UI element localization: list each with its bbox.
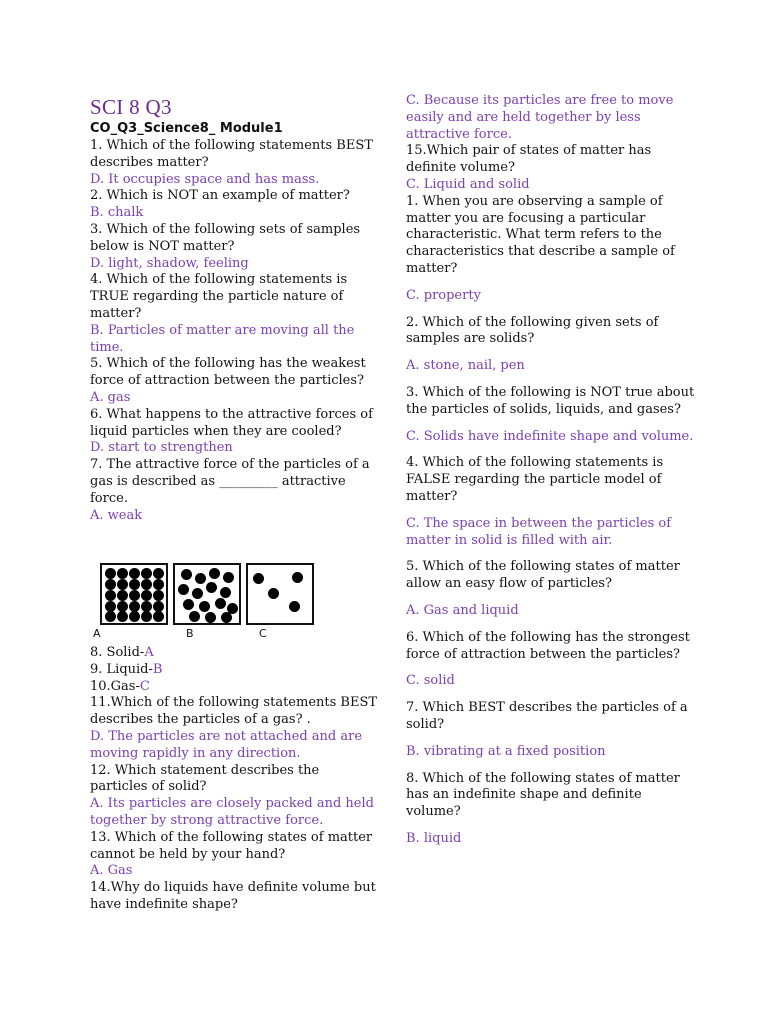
- question-block: [90, 188, 380, 222]
- question-text: 7. The attractive force of the particles of a gas is described as _________ attractive force.: [90, 457, 370, 506]
- question-block: [90, 272, 380, 356]
- answer-line: 8. Solid-A: [90, 645, 154, 660]
- question-block: 14.Why do liquids have definite volume but have indefinite shape?: [90, 880, 376, 912]
- module-label: CO_Q3_Science8_ Module1: [90, 121, 283, 136]
- question-text: 6. What happens to the attractive forces of liquid particles when they are cooled?: [90, 406, 373, 439]
- question-block: 12. Which statement describes the particles of solid? A. Its particles are closely packed and held together by strong attractive force.: [90, 762, 374, 828]
- question-text: 4. Which of the following statements is TRUE regarding the particle nature of matter?: [90, 272, 348, 321]
- question-text: 1. Which of the following statements BEST describes matter?: [90, 138, 373, 170]
- particle-diagram: [90, 560, 330, 650]
- question-block: [90, 407, 380, 457]
- liquid-particles-box: [173, 563, 241, 625]
- answer-text: D. It occupies space and has mass.: [90, 171, 320, 187]
- answer-line: 9. Liquid-B: [90, 661, 163, 677]
- left-column-lower: [90, 645, 380, 914]
- right-column: [406, 93, 696, 848]
- gas-particles-box: [246, 563, 314, 625]
- answer-text: B. chalk: [90, 205, 144, 221]
- question-block: [90, 356, 380, 406]
- solid-particles-box: [100, 563, 168, 625]
- question-block: 7. Which BEST describes the particles of a solid? B. vibrating at a fixed position: [406, 700, 688, 759]
- question-text: 3. Which of the following sets of samples below is NOT matter?: [90, 221, 361, 254]
- answer-text: D. light, shadow, feeling: [90, 255, 249, 271]
- answer-line: 10.Gas-C: [90, 678, 150, 694]
- question-text: 2. Which is NOT an example of matter?: [90, 188, 350, 204]
- question-block: [90, 457, 380, 524]
- question-block: [90, 138, 380, 188]
- question-block: 13. Which of the following states of matter cannot be held by your hand? A. Gas: [90, 829, 373, 879]
- answer-text: A. gas: [90, 389, 131, 405]
- label-a: A: [93, 627, 101, 640]
- question-block: 8. Which of the following states of matter has an indefinite shape and definite volume? B. liquid: [406, 770, 680, 846]
- question-block: 11.Which of the following statements BEST describes the particles of a gas? . D. The particles are not attached and are moving rapidly in any direction.: [90, 695, 378, 761]
- question-block: 1. When you are observing a sample of matter you are focusing a particular characteristic. What term refers to the characteristics that describe a sample of matter? C. property: [406, 193, 675, 303]
- question-block: C. Because its particles are free to move easily and are held together by less attractive force.: [406, 93, 674, 142]
- question-block: 2. Which of the following given sets of samples are solids? A. stone, nail, pen: [406, 314, 659, 374]
- page-title: SCI 8 Q3: [90, 95, 172, 119]
- question-block: 4. Which of the following statements is FALSE regarding the particle model of matter? C. The space in between the particles of matter in solid is filled with air.: [406, 455, 672, 548]
- question-block: 3. Which of the following is NOT true about the particles of solids, liquids, and gases? C. Solids have indefinite shape and volume.: [406, 384, 695, 444]
- question-block: 5. Which of the following states of matter allow an easy flow of particles? A. Gas and liquid: [406, 559, 680, 618]
- question-block: [90, 222, 380, 272]
- label-c: C: [259, 627, 267, 640]
- question-block: 6. Which of the following has the strongest force of attraction between the particles? C. solid: [406, 629, 690, 689]
- question-block: 15.Which pair of states of matter has definite volume? C. Liquid and solid: [406, 143, 652, 192]
- left-column: [90, 138, 380, 524]
- question-text: 5. Which of the following has the weakest force of attraction between the particles?: [90, 356, 366, 389]
- answer-text: B. Particles of matter are moving all the time.: [90, 322, 355, 355]
- answer-text: A. weak: [90, 507, 143, 523]
- label-b: B: [186, 627, 194, 640]
- answer-text: D. start to strengthen: [90, 440, 233, 456]
